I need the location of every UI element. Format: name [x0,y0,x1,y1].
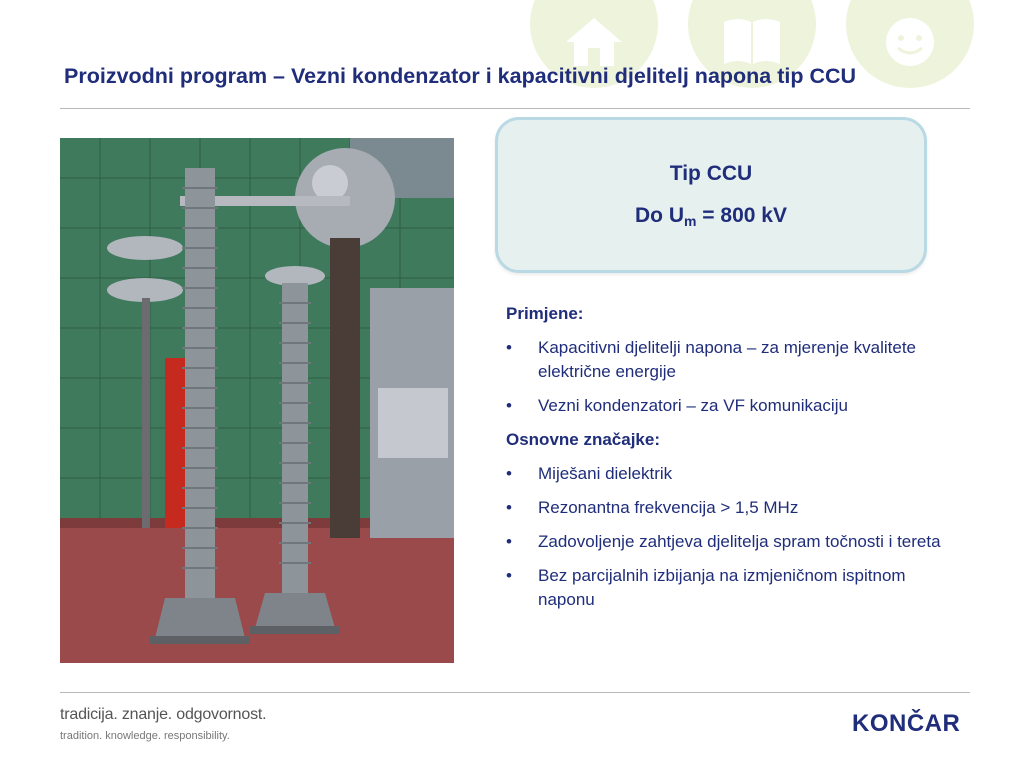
list-item: • Kapacitivni djelitelji napona – za mjerenje kvalitete električne energije [506,338,916,381]
max-voltage-prefix: Do U [635,204,685,227]
list-item: • Miješani dielektrik [506,462,946,486]
features-heading: Osnovne značajke: [506,430,661,449]
bullet: • [506,566,512,585]
applications-heading: Primjene: [506,304,584,323]
footer-tagline: tradicija. znanje. odgovornost. [60,706,267,723]
photo-high-voltage-capacitors [60,138,454,663]
list-item: • Rezonantna frekvencija > 1,5 MHz [506,496,946,520]
list-item: • Bez parcijalnih izbijanja na izmjeničnom ispitnom naponu [506,566,906,609]
list-item: • Zadovoljenje zahtjeva djelitelja spram točnosti i tereta [506,530,946,554]
list-item: • Vezni kondenzatori – za VF komunikaciju [506,394,946,418]
bullet: • [506,464,512,483]
slide-title: Proizvodni program – Vezni kondenzator i kapacitivni djelitelj napona tip CCU [64,64,857,88]
bullet: • [506,396,512,415]
features-list [506,462,946,612]
bullet: • [506,498,512,517]
book-icon [722,16,782,66]
footer-tagline-english: tradition. knowledge. responsibility. [60,730,230,742]
type-info-box [495,117,927,273]
max-voltage-subscript: m [684,213,697,229]
bullet: • [506,338,512,357]
house-icon [564,16,624,68]
bullet: • [506,532,512,551]
title-divider [60,108,970,109]
koncar-logo: KONČAR [852,710,961,737]
specification-text [506,302,946,622]
type-name: Tip CCU [669,162,753,185]
max-voltage-value: = 800 kV [696,204,787,227]
footer-divider [60,692,970,693]
max-voltage [498,204,924,229]
applications-list [506,336,946,418]
